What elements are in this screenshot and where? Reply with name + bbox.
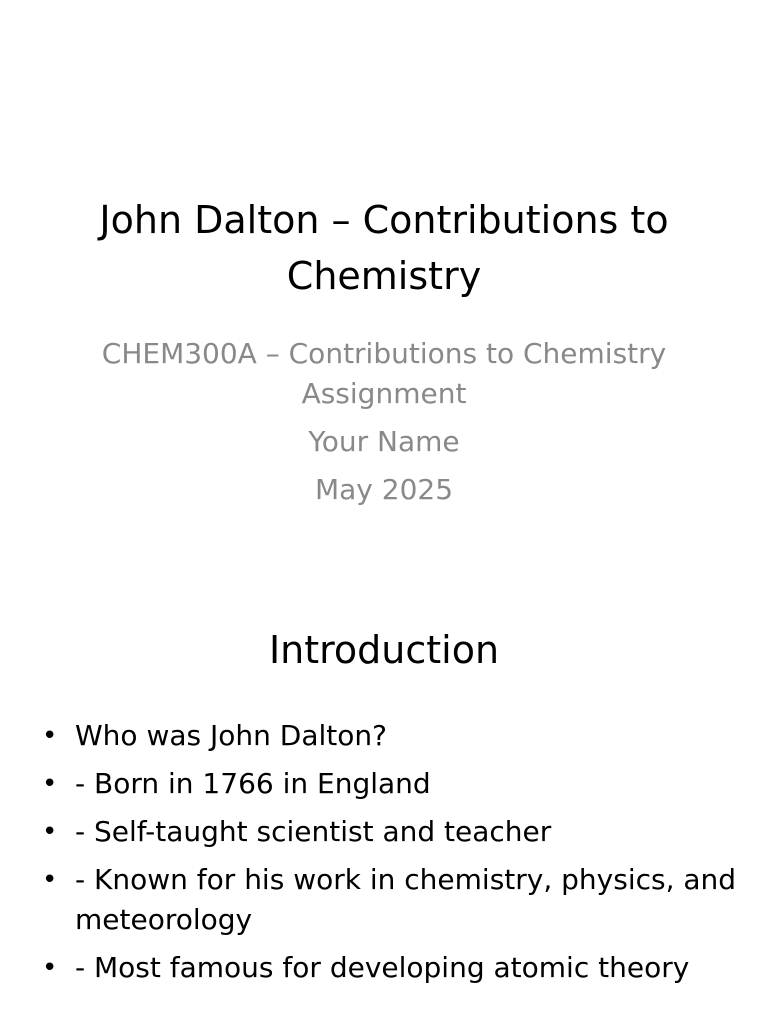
bullet-icon: • xyxy=(42,817,58,847)
presentation-date: May 2025 xyxy=(314,473,454,506)
bullet-item xyxy=(38,764,738,804)
section-title: Introduction xyxy=(268,628,500,672)
course-line: CHEM300A – Contributions to Chemistry Assignment xyxy=(101,337,667,410)
bullet-text: Who was John Dalton? xyxy=(75,719,388,752)
bullet-list xyxy=(38,716,738,996)
bullet-icon: • xyxy=(42,953,58,983)
bullet-text: - Most famous for developing atomic theory xyxy=(75,951,690,984)
bullet-text: - Born in 1766 in England xyxy=(75,767,431,800)
bullet-icon: • xyxy=(42,865,58,895)
bullet-text: - Known for his work in chemistry, physics, and meteorology xyxy=(75,863,737,936)
bullet-icon: • xyxy=(42,721,58,751)
bullet-icon: • xyxy=(42,769,58,799)
bullet-item xyxy=(38,948,738,988)
slide-subtitle xyxy=(90,334,678,518)
introduction-slide xyxy=(0,576,768,1024)
bullet-item xyxy=(38,812,738,852)
bullet-text: - Self-taught scientist and teacher xyxy=(75,815,552,848)
author-name: Your Name xyxy=(308,425,460,458)
bullet-item xyxy=(38,716,738,756)
slide-title: John Dalton – Contributions to Chemistry xyxy=(99,198,669,298)
bullet-item xyxy=(38,860,738,940)
